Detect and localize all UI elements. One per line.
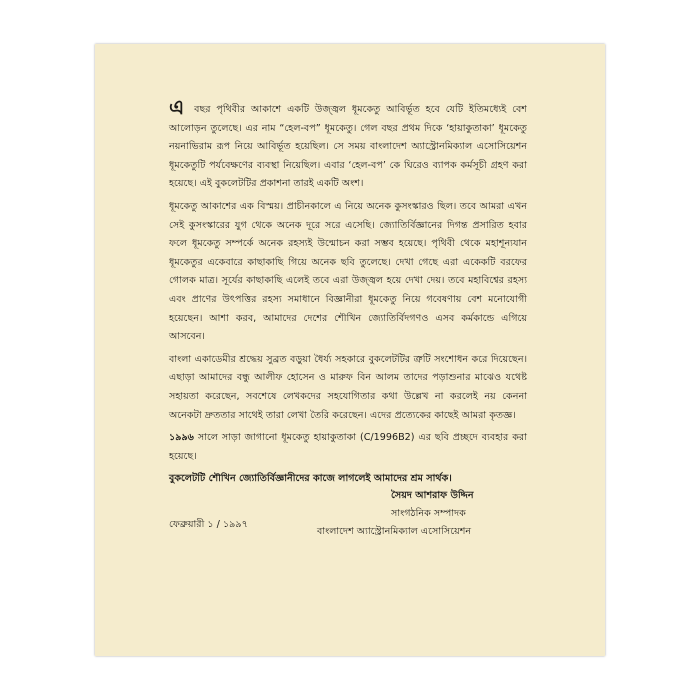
signatory-role: সাংগঠনিক সম্পাদক <box>391 508 466 519</box>
signatory-organization: বাংলাদেশ অ্যাস্ট্রোনমিক্যাল এসোসিয়েশন <box>317 526 472 537</box>
preface-paragraph-3: বাংলা একাডেমীর শ্রদ্ধেয় সুব্রত বড়ুয়া ধৈর্য্য সহকারে বুকলেটটির ত্রুটি সংশোধন করে দিয়েছেন। এছাড়া আমাদের বন্ধু আলীফ হোসেন ও মারুফ বিন আলম তাদের পড়াশুনার মাঝেও যথেষ্ট সহায়তা করেছেন, সবশেষে লেখকদের সহযোগিতার কথা উল্লেখ না করলেই নয় কেননা অনেকটা দ্রুততার সাথেই তারা লেখা তৈরি করেছেন। এদের প্রত্যেকের কাছেই আমরা কৃতজ্ঞ। <box>169 353 527 421</box>
preface-body <box>169 95 527 493</box>
signatory-name: সৈয়দ আশরাফ উদ্দিন <box>391 490 474 501</box>
cover-note-text: সালে সাড়া জাগানো ধূমকেতু হায়াকুতাকা (C/1996B2) এর ছবি প্রচ্ছদে ব্যবহার করা হয়েছে। <box>169 432 527 462</box>
date-line: ফেব্রুয়ারী ১ / ১৯৯৭ <box>169 519 248 530</box>
cover-note-paragraph <box>169 429 527 466</box>
preface-paragraph-2: ধূমকেতু আকাশের এক বিস্ময়। প্রাচীনকালে এ নিয়ে অনেক কুসংস্কারও ছিল। তবে আমরা এখন সেই কুসংস্কারের যুগ থেকে অনেক দূরে সরে এসেছি। জ্যোতির্বিজ্ঞানের দিগন্ত প্রসারিত হবার ফলে ধূমকেতু সম্পর্কে অনেক রহস্যই উন্মোচন করা সম্ভব হয়েছে। পৃথিবী থেকে মহাশূন্যযান ধূমকেতুর একেবারে কাছাকাছি গিয়ে অনেক ছবি তুলেছে। দেখা গেছে এরা একেকটি বরফের গোলক মাত্র। সূর্যের কাছাকাছি এলেই তবে এরা উজ্জ্বল হয়ে দেখা দেয়। তবে মহাবিশ্বের রহস্য এবং প্রাণের উৎপত্তির রহস্য সমাধানে বিজ্ঞানীরা ধূমকেতু নিয়ে গবেষণায় বেশ মনোযোগী হয়েছেন। আশা করব, আমাদের দেশের শৌখিন জ্যোতির্বিদগণও এসব কর্মকান্ডে এগিয়ে আসবেন। <box>169 200 527 343</box>
paragraph-text: বছর পৃথিবীর আকাশে একটি উজ্জ্বল ধূমকেতু আবির্ভূত হবে যেটি ইতিমধ্যেই বেশ আলোড়ন তুলেছে। এর নাম “হেল-বপ” ধূমকেতু। গেল বছর প্রথম দিকে ‘হায়াকুতাকা’ ধূমকেতু নয়নাভিরাম রূপ নিয়ে আবির্ভূত হয়েছিল। সে সময় বাংলাদেশ অ্যাস্ট্রোনমিক্যাল এসোসিয়েশন ধূমকেতুটি পর্যবেক্ষণের ব্যবস্থা নিয়েছিল। এবার ‘হেল-বপ’ কে ঘিরেও ব্যাপক কর্মসূচী গ্রহণ করা হয়েছে। এই বুকলেটটির প্রকাশনা তারই একটি অংশ। <box>169 104 527 190</box>
drop-cap: এ <box>169 95 185 119</box>
preface-paragraph-1 <box>169 95 527 194</box>
signature-block <box>317 487 527 541</box>
book-page <box>95 44 605 656</box>
closing-paragraph: বুকলেটটি শৌখিন জ্যোতির্বিজ্ঞানীদের কাজে লাগলেই আমাদের শ্রম সার্থক। <box>169 473 452 485</box>
cover-note-year: ১৯৯৬ <box>169 432 194 444</box>
